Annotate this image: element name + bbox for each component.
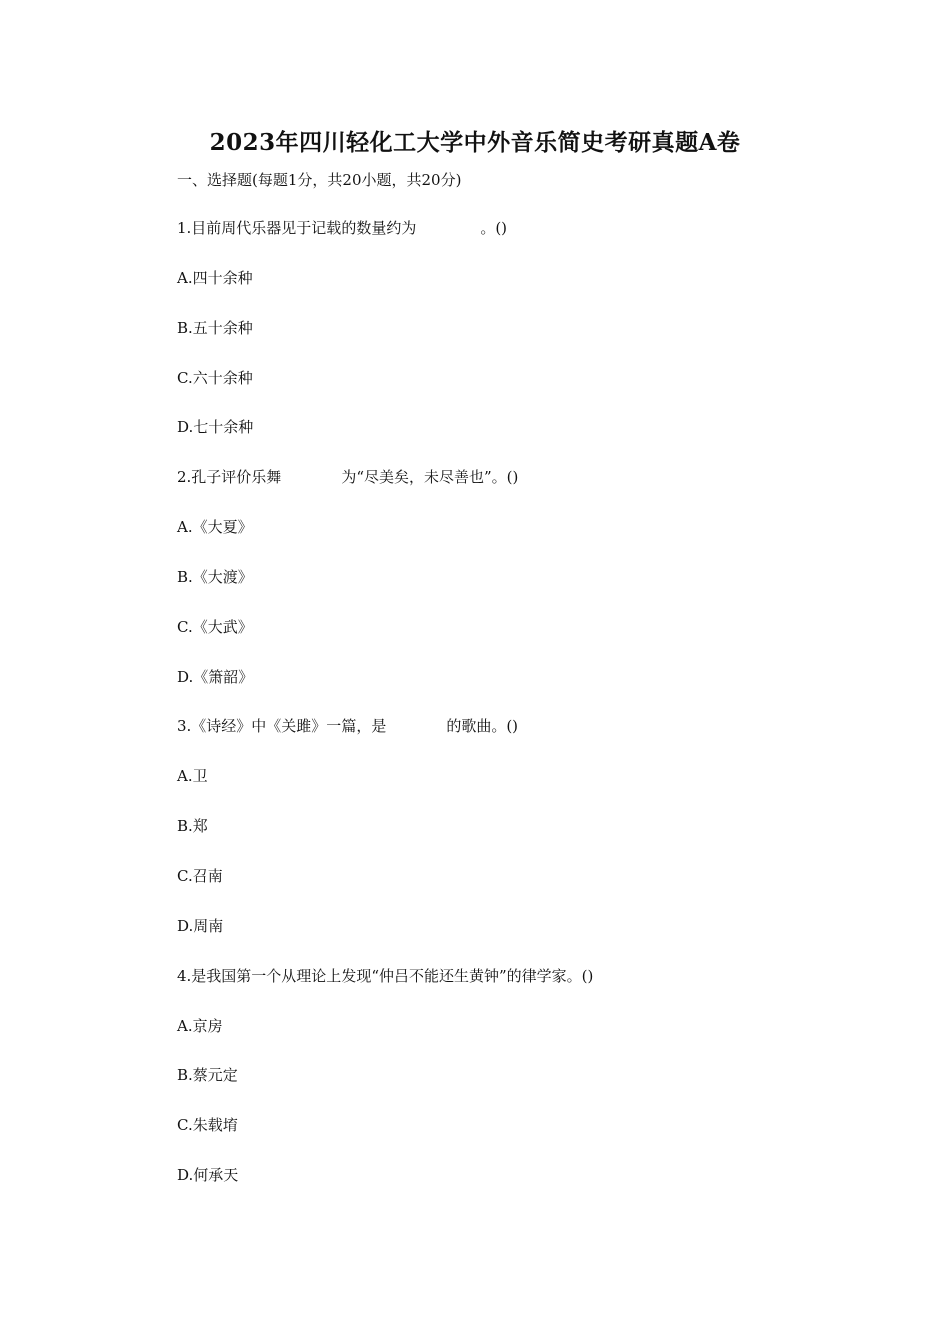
question-1-stem: 1.目前周代乐器见于记载的数量约为 (177, 219, 417, 237)
question-4-option-c: C.朱载堉 (177, 1116, 238, 1135)
question-3-option-b: B.郑 (177, 817, 208, 836)
question-1-option-b: B.五十余种 (177, 318, 253, 337)
question-4-option-d: D.何承天 (177, 1166, 239, 1185)
question-3-stem-end: 的歌曲。() (446, 717, 519, 736)
question-3-option-d: D.周南 (177, 916, 224, 935)
question-4: 4.是我国第一个从理论上发现“仲吕不能还生黄钟”的律学家。() (177, 966, 594, 985)
question-1-option-a: A.四十余种 (177, 268, 253, 287)
question-2-option-a: A.《大夏》 (177, 518, 253, 537)
question-3-option-c: C.召南 (177, 866, 223, 885)
question-3 (177, 714, 877, 764)
page-title: 2023年四川轻化工大学中外音乐简史考研真题A卷 (209, 129, 741, 156)
question-4-option-a: A.京房 (177, 1016, 223, 1035)
question-2-stem-end: 为“尽美矣，未尽善也”。() (341, 468, 519, 487)
question-2-option-d: D.《箫韶》 (177, 667, 254, 686)
question-list (177, 216, 877, 1213)
section-heading: 一、选择题(每题1分，共20小题，共20分) (177, 171, 462, 189)
question-1-stem-end: 。() (480, 219, 508, 237)
question-4-option-b: B.蔡元定 (177, 1066, 238, 1085)
question-2-option-b: B.《大渡》 (177, 567, 253, 586)
question-3-stem: 3.《诗经》中《关雎》一篇，是 (177, 717, 387, 736)
question-2 (177, 465, 877, 515)
question-1-option-d: D.七十余种 (177, 418, 254, 437)
question-1 (177, 216, 877, 266)
question-1-option-c: C.六十余种 (177, 368, 253, 387)
question-2-stem: 2.孔子评价乐舞 (177, 468, 282, 487)
question-3-option-a: A.卫 (177, 767, 208, 786)
question-2-option-c: C.《大武》 (177, 617, 253, 636)
